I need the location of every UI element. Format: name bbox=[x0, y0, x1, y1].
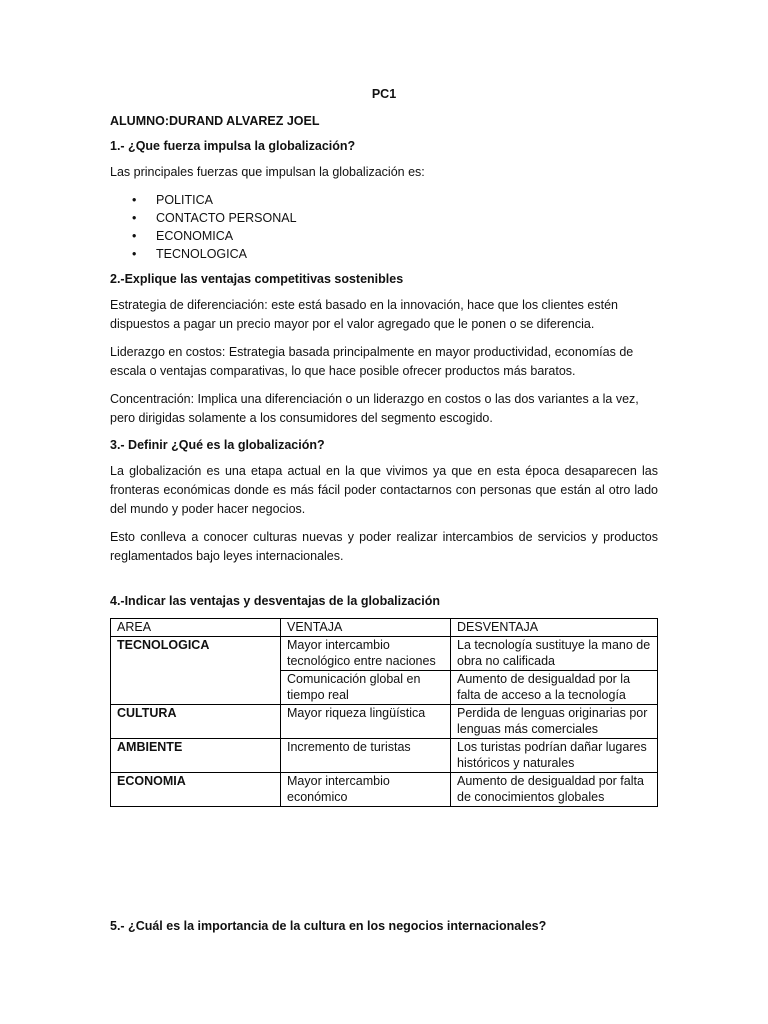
list-item bbox=[110, 191, 658, 209]
cell-ventaja: Mayor intercambio económico bbox=[281, 772, 451, 806]
forces-list bbox=[110, 191, 658, 263]
list-item bbox=[110, 227, 658, 245]
cell-area: TECNOLOGICA bbox=[111, 636, 281, 704]
paragraph-cost-leadership: Liderazgo en costos: Estrategia basada principalmente en mayor productividad, economías de escala o ventajas comparativas, lo que hace posible ofrecer productos más baratos. bbox=[110, 345, 634, 378]
question-3: 3.- Definir ¿Qué es la globalización? bbox=[110, 438, 325, 452]
paragraph-differentiation: Estrategia de diferenciación: este está basado en la innovación, hace que los clientes estén dispuestos a pagar un precio mayor por el valor agregado que le ponen o se diferencia. bbox=[110, 298, 618, 331]
paragraph-globalization-consequence: Esto conlleva a conocer culturas nuevas y poder realizar intercambios de servicios y productos reglamentados bajo leyes internacionales. bbox=[110, 530, 658, 563]
cell-desventaja: Perdida de lenguas originarias por lenguas más comerciales bbox=[451, 704, 658, 738]
header-ventaja: VENTAJA bbox=[281, 619, 451, 637]
cell-ventaja: Incremento de turistas bbox=[281, 738, 451, 772]
bullet-icon: • bbox=[132, 211, 137, 225]
document-content bbox=[110, 86, 658, 807]
header-desventaja: DESVENTAJA bbox=[451, 619, 658, 637]
bullet-icon: • bbox=[132, 229, 137, 243]
bullet-icon: • bbox=[132, 247, 137, 261]
list-item-label: TECNOLOGICA bbox=[156, 247, 247, 261]
document-title: PC1 bbox=[371, 87, 397, 101]
cell-desventaja: La tecnología sustituye la mano de obra no calificada bbox=[451, 636, 658, 670]
table-row bbox=[111, 636, 658, 670]
table-row bbox=[111, 772, 658, 806]
table-row bbox=[111, 704, 658, 738]
list-item-label: POLITICA bbox=[156, 193, 213, 207]
table-header-row bbox=[111, 619, 658, 637]
bullet-icon: • bbox=[132, 193, 137, 207]
question-5: 5.- ¿Cuál es la importancia de la cultura en los negocios internacionales? bbox=[110, 919, 547, 933]
cell-ventaja: Mayor intercambio tecnológico entre naciones bbox=[281, 636, 451, 670]
cell-ventaja: Mayor riqueza lingüística bbox=[281, 704, 451, 738]
advantages-table bbox=[110, 618, 658, 807]
student-name: ALUMNO:DURAND ALVAREZ JOEL bbox=[110, 114, 320, 128]
paragraph-globalization-definition: La globalización es una etapa actual en la que vivimos ya que en esta época desaparecen las fronteras económicas donde es más fácil poder contactarnos con personas que están al otro lado del mundo y poder hacer negocios. bbox=[110, 464, 658, 516]
list-item-label: CONTACTO PERSONAL bbox=[156, 211, 297, 225]
cell-desventaja: Aumento de desigualdad por falta de conocimientos globales bbox=[451, 772, 658, 806]
list-item-label: ECONOMICA bbox=[156, 229, 234, 243]
cell-area: CULTURA bbox=[111, 704, 281, 738]
cell-area: ECONOMIA bbox=[111, 772, 281, 806]
cell-ventaja: Comunicación global en tiempo real bbox=[281, 670, 451, 704]
paragraph-concentration: Concentración: Implica una diferenciación o un liderazgo en costos o las dos variantes a la vez, pero dirigidas solamente a los consumidores del segmento escogido. bbox=[110, 392, 639, 425]
header-area: AREA bbox=[111, 619, 281, 637]
question-4: 4.-Indicar las ventajas y desventajas de la globalización bbox=[110, 594, 440, 608]
cell-desventaja: Aumento de desigualdad por la falta de acceso a la tecnología bbox=[451, 670, 658, 704]
table-row bbox=[111, 738, 658, 772]
cell-desventaja: Los turistas podrían dañar lugares históricos y naturales bbox=[451, 738, 658, 772]
q1-intro: Las principales fuerzas que impulsan la globalización es: bbox=[110, 165, 425, 179]
question-1: 1.- ¿Que fuerza impulsa la globalización? bbox=[110, 139, 356, 153]
spacer bbox=[110, 575, 658, 593]
list-item bbox=[110, 245, 658, 263]
cell-area: AMBIENTE bbox=[111, 738, 281, 772]
question-2: 2.-Explique las ventajas competitivas sostenibles bbox=[110, 272, 404, 286]
list-item bbox=[110, 209, 658, 227]
